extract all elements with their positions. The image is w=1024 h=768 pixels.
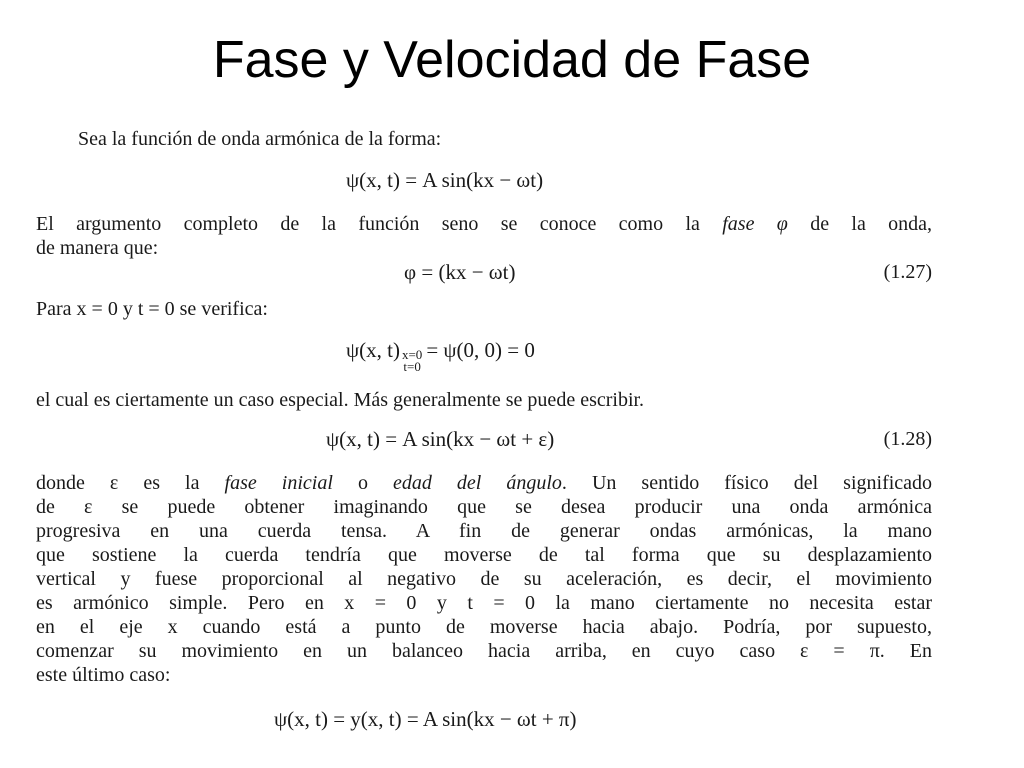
equation-number-127: (1.27) [883, 261, 932, 283]
paragraph-line: progresiva en una cuerda tensa. A fin de generar ondas armónicas, la mano [36, 520, 932, 542]
paragraph-line: comenzar su movimiento en un balanceo hacia arriba, en cuyo caso ε = π. En [36, 640, 932, 662]
sub-bottom: t=0 [403, 359, 421, 374]
condition-text: Para x = 0 y t = 0 se verifica: [36, 298, 268, 320]
paragraph-phase-line1 [36, 212, 932, 236]
equation-phase: φ = (kx − ωt) [404, 260, 516, 284]
text: donde ε es la [36, 472, 200, 494]
text: o [357, 472, 368, 494]
sub-top: x=0 [401, 347, 423, 362]
paragraph-phase-line2: de manera que: [36, 237, 159, 259]
phase-term: fase φ [722, 213, 788, 235]
text: . Un sentido físico del significado [561, 472, 933, 494]
text: de la onda, [810, 213, 933, 235]
paragraph-line: en el eje x cuando está a punto de moverse hacia abajo. Podría, por supuesto, [36, 616, 932, 638]
initial-phase-term: fase inicial [224, 472, 333, 494]
equation-final: ψ(x, t) = y(x, t) = A sin(kx − ωt + π) [274, 707, 577, 731]
paragraph-general: el cual es ciertamente un caso especial. Más generalmente se puede escribir. [36, 389, 645, 411]
paragraph-line: es armónico simple. Pero en x = 0 y t = 0 la mano ciertamente no necesita estar [36, 592, 932, 614]
angle-age-term: edad del ángulo [392, 472, 562, 494]
equation-wave: ψ(x, t) = A sin(kx − ωt) [346, 168, 544, 192]
paragraph-line: este último caso: [36, 664, 171, 686]
equation-number-128: (1.28) [883, 428, 932, 450]
paragraph-line: vertical y fuese proporcional al negativo de su aceleración, es decir, el movimiento [36, 568, 932, 590]
equation-initial [346, 337, 535, 373]
slide-title: Fase y Velocidad de Fase [212, 31, 812, 89]
intro-text: Sea la función de onda armónica de la forma: [78, 128, 442, 150]
text: El argumento completo de la función seno se conoce como la [36, 213, 700, 235]
equation-general: ψ(x, t) = A sin(kx − ωt + ε) [326, 427, 555, 451]
paragraph-line: que sostiene la cuerda tendría que moverse de tal forma que su desplazamiento [36, 544, 932, 566]
paragraph-line: de ε se puede obtener imaginando que se desea producir una onda armónica [36, 496, 932, 518]
eq-subscript [402, 349, 422, 373]
eq-right: = ψ(0, 0) = 0 [426, 338, 535, 362]
paragraph-epsilon-line1 [36, 471, 932, 495]
eq-left: ψ(x, t) [346, 338, 400, 362]
